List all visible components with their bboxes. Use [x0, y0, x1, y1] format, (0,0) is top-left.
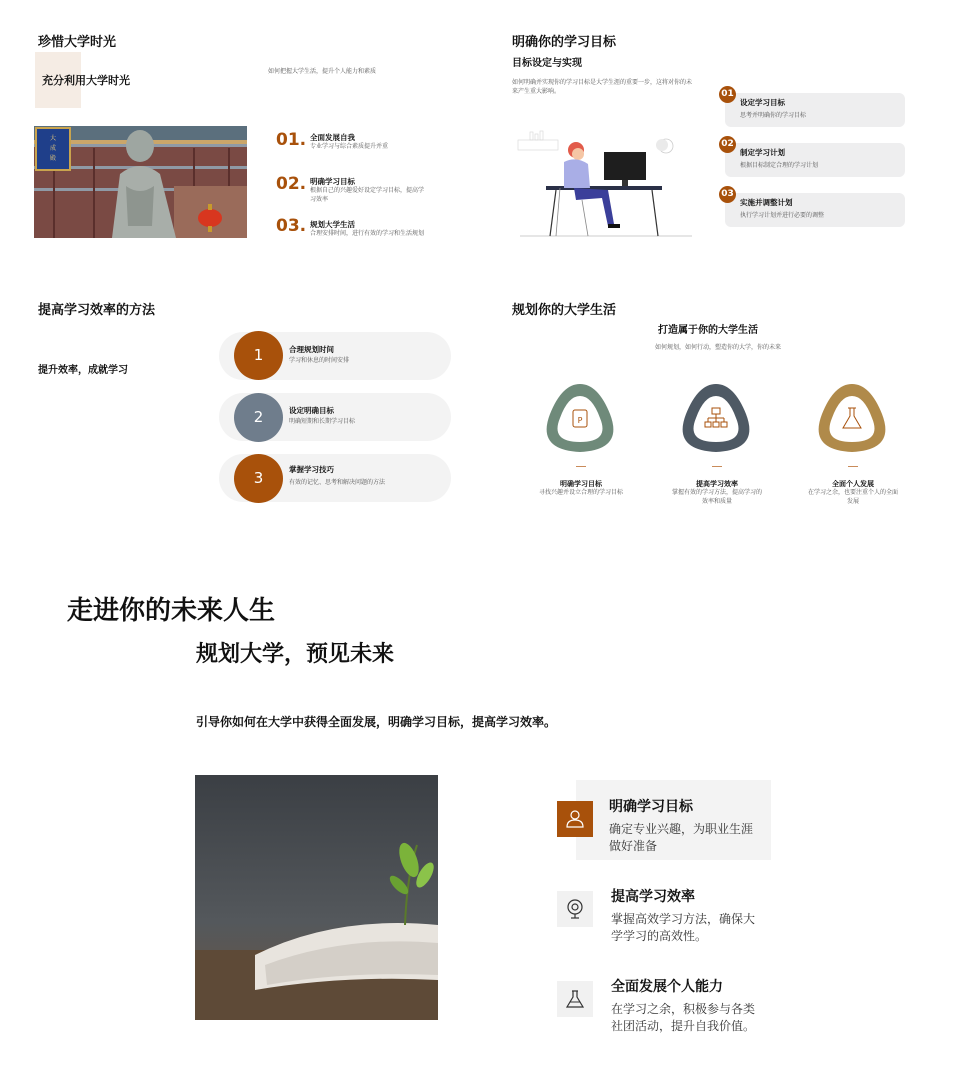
flask-icon-box: [557, 981, 593, 1017]
slide5-subtitle: 规划大学，预见未来: [196, 642, 395, 667]
step-title-1: 设定学习目标: [740, 98, 785, 107]
webcam-icon: [564, 898, 586, 920]
method-title-2: 设定明确目标: [289, 406, 334, 415]
triangle-frame-3: [812, 380, 892, 456]
dash-1: [576, 466, 586, 467]
slide4-title: 规划你的大学生活: [512, 303, 617, 318]
step-desc-3: 执行学习计划并进行必要的调整: [740, 212, 825, 219]
person-icon-box: [557, 801, 593, 837]
item-number: 03.: [276, 216, 307, 236]
slide4-intro: 如何规划，如何行动，塑造你的大学，你的未来: [655, 344, 782, 351]
sign-text: 大: [49, 135, 57, 142]
confucius-statue-image: [34, 126, 247, 238]
step-badge-1: 01: [719, 86, 736, 103]
item-title: 全面发展自我: [310, 133, 355, 142]
item-desc: 根据自己的兴趣爱好设定学习目标，提高学习效率: [310, 187, 425, 203]
plan-desc-2: 掌握有效的学习方法，提高学习的效率和质量: [672, 489, 763, 505]
dash-2: [712, 466, 722, 467]
item-number: 02.: [276, 174, 307, 194]
slide1-intro: 如何把握大学生活，提升个人能力和素质: [268, 68, 377, 75]
svg-text:殿: 殿: [49, 155, 57, 162]
book-plant-image: [195, 775, 438, 1020]
method-circle-2: 2: [234, 393, 283, 442]
plan-desc-3: 在学习之余，也要注重个人的全面发展: [808, 489, 899, 505]
item-desc: 专业学习与综合素质提升并重: [310, 143, 389, 150]
slide-2: [480, 0, 960, 270]
dash-3: [848, 466, 858, 467]
item-title: 规划大学生活: [310, 220, 355, 229]
goal-desc-3: 在学习之余，积极参与各类社团活动，提升自我价值。: [611, 1002, 756, 1033]
plan-title-2: 提高学习效率: [696, 480, 738, 488]
triangle-frame-2: [676, 380, 756, 456]
slide-3: [0, 270, 480, 540]
svg-text:成: 成: [49, 145, 57, 152]
goal-desc-2: 掌握高效学习方法，确保大学学习的高效性。: [611, 912, 756, 943]
slide-4: [480, 270, 960, 540]
svg-text:P: P: [577, 416, 583, 425]
slide-5: [0, 540, 960, 1084]
plan-desc-1: 寻找兴趣并设立合理的学习目标: [538, 489, 623, 496]
goal-title-2: 提高学习效率: [611, 889, 695, 905]
item-number: 01.: [276, 130, 307, 150]
goal-title-3: 全面发展个人能力: [611, 979, 723, 995]
goal-title-1: 明确学习目标: [609, 799, 693, 815]
triangle-frame-1: [540, 380, 620, 456]
slide5-intro: 引导你如何在大学中获得全面发展，明确学习目标，提高学习效率。: [196, 715, 557, 729]
slide3-subtitle: 提升效率，成就学习: [38, 365, 128, 376]
slide-1: [0, 0, 480, 270]
method-desc-2: 明确短期和长期学习目标: [289, 418, 356, 425]
slide2-intro: 如何明确并实现你的学习目标是大学生涯的重要一步，这将对你的未来产生重大影响。: [512, 79, 693, 95]
method-circle-3: 3: [234, 454, 283, 503]
slide2-subtitle: 目标设定与实现: [512, 58, 582, 69]
step-badge-3: 03: [719, 186, 736, 203]
slide3-title: 提高学习效率的方法: [38, 303, 156, 318]
method-desc-3: 有效的记忆、思考和解决问题的方法: [289, 479, 386, 486]
step-title-3: 实施并调整计划: [740, 198, 793, 207]
method-title-3: 掌握学习技巧: [289, 465, 334, 474]
step-desc-1: 思考并明确你的学习目标: [740, 112, 807, 119]
method-desc-1: 学习和休息的时间安排: [289, 357, 350, 364]
item-desc: 合理安排时间，进行有效的学习和生活规划: [310, 230, 425, 237]
slide4-subtitle: 打造属于你的大学生活: [658, 325, 758, 336]
person-icon: [564, 808, 586, 830]
slide1-title: 珍惜大学时光: [38, 35, 117, 50]
method-title-1: 合理规划时间: [289, 345, 334, 354]
step-desc-2: 根据目标制定合理的学习计划: [740, 162, 819, 169]
goal-desc-1: 确定专业兴趣，为职业生涯做好准备: [609, 822, 754, 853]
desk-illustration: [516, 128, 696, 238]
slide1-subtitle: 充分利用大学时光: [42, 74, 130, 87]
slide2-title: 明确你的学习目标: [512, 35, 617, 50]
item-title: 明确学习目标: [310, 177, 355, 186]
plan-title-1: 明确学习目标: [560, 480, 602, 488]
webcam-icon-box: [557, 891, 593, 927]
flask-icon: [564, 988, 586, 1010]
slide5-title: 走进你的未来人生: [67, 596, 276, 626]
step-title-2: 制定学习计划: [740, 148, 785, 157]
step-badge-2: 02: [719, 136, 736, 153]
method-circle-1: 1: [234, 331, 283, 380]
plan-title-3: 全面个人发展: [832, 480, 874, 488]
